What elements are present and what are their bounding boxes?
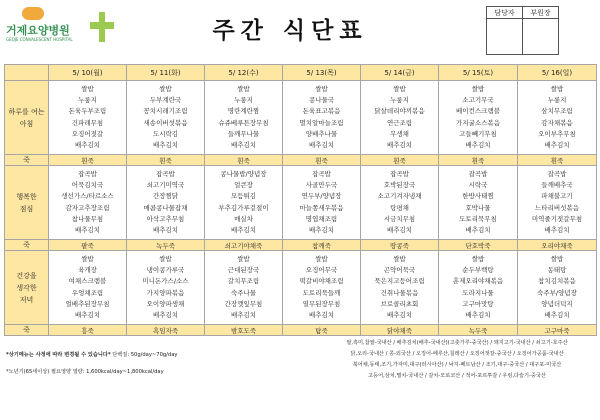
menu-item: 얼배추된장무침 (65, 299, 110, 308)
menu-cell (439, 81, 518, 155)
menu-cell (205, 166, 283, 240)
menu-item: 배추김치 (74, 310, 101, 319)
menu-item: 순두부백탕 (462, 266, 494, 275)
menu-item: 쌀밥 (159, 85, 172, 94)
menu-item: 배추김치 (230, 310, 257, 319)
menu-cell (361, 166, 439, 240)
menu-item: 쌀밥 (81, 85, 94, 94)
porridge-label: 죽 (5, 240, 49, 251)
menu-item: 배추김치 (152, 225, 179, 234)
menu-item: 소고기무국 (462, 96, 494, 105)
porridge-cell: 흰죽 (49, 155, 127, 166)
meal-label-line: 행복한 (16, 192, 37, 201)
menu-item: 쌀밥 (315, 85, 328, 94)
menu-item: 쌀밥 (550, 255, 564, 264)
day-header: 5/ 12(수) (205, 65, 283, 81)
change-notice-emphasis: *상기메뉴는 사정에 따라 변경될 수 있습니다* (6, 352, 111, 358)
porridge-row (5, 155, 597, 166)
porridge-row (5, 240, 597, 251)
menu-item: 연두부/양념장 (301, 192, 342, 201)
menu-item: 느타리버섯볶음 (535, 203, 579, 212)
origin-line: 북어채,동태,조기,가자미,대구(러시아산) / 낙지-베트남산 / 조기,대구-중국산 / 대구포-미국산 (352, 362, 562, 368)
menu-item: 닭살데리야끼볶음 (374, 107, 425, 116)
menu-cell (361, 251, 439, 325)
logo-badge-icon (22, 7, 44, 20)
hospital-logo (4, 6, 124, 56)
menu-item: 참나물무침 (71, 214, 104, 223)
menu-item: 쌀밥 (159, 255, 172, 264)
menu-item: 잡곡밥 (390, 170, 409, 179)
menu-cell (205, 81, 283, 155)
menu-item: 배추김치 (386, 310, 413, 319)
menu-cell (283, 251, 361, 325)
menu-item: 호박된장국 (383, 181, 416, 190)
origin-line: 쌀,흑미,찹쌀-국내산 / 배추김치(배추-국내산)(고춧가루-중국산) / 돼지고기-국내산 / 쇠고기-호주산 (346, 340, 568, 346)
menu-item: 훈제오리야채볶음 (452, 277, 504, 286)
menu-item: 오징어무국 (305, 266, 338, 275)
menu-item: 냉이콩가루국 (146, 266, 185, 275)
menu-item: 도시락김 (152, 129, 179, 138)
menu-cell (439, 251, 518, 325)
meal-label (5, 251, 49, 325)
menu-item: 간장깻잎무침 (224, 299, 263, 308)
menu-item: 배추김치 (465, 310, 491, 319)
header-corner (5, 65, 49, 81)
menu-cell (439, 166, 518, 240)
menu-item: 배추김치 (74, 225, 101, 234)
porridge-label: 죽 (5, 155, 49, 166)
menu-item: 양념더덕지 (541, 299, 573, 308)
meal-label (5, 166, 49, 240)
porridge-cell: 흰죽 (518, 155, 597, 166)
menu-item: 시락국 (468, 181, 488, 190)
porridge-cell: 오리야채죽 (518, 240, 597, 251)
menu-item: 배추김치 (74, 140, 101, 149)
day-header: 5/ 10(월) (49, 65, 127, 81)
menu-item: 들깨배추국 (541, 181, 573, 190)
porridge-cell: 흑임자죽 (127, 325, 205, 336)
change-notice (6, 352, 316, 359)
menu-item: 건취나물볶음 (380, 288, 419, 297)
menu-item: 누룽지 (78, 96, 97, 105)
menu-item: 호박나물 (465, 203, 491, 212)
page-title: 주간 식단표 (212, 18, 368, 44)
menu-item: 얼큰장 (234, 181, 253, 190)
menu-item: 새송이버섯볶음 (143, 118, 188, 127)
meal-label-line: 건강을 (16, 271, 37, 280)
menu-item: 참치김치볶음 (538, 277, 576, 286)
meal-label-line: 하루를 여는 (8, 107, 45, 116)
menu-item: 우엉채조림 (71, 288, 104, 297)
menu-item: 콩나물국 (308, 96, 335, 105)
menu-item: 쌀밥 (471, 255, 485, 264)
protein-note: 단백질: 50g/day~70g/day (110, 352, 178, 358)
menu-cell (49, 81, 127, 155)
menu-item: 오징어젓갈 (71, 129, 104, 138)
menu-item: 가지굴소스볶음 (456, 118, 500, 127)
approval-label-staff: 담당자 (487, 7, 523, 19)
menu-item: 생선가스/타르소스 (61, 192, 114, 201)
menu-item: 육개장 (78, 266, 97, 275)
origin-info (316, 338, 598, 382)
footer-notes (6, 352, 316, 376)
menu-item: 누룽지 (390, 96, 409, 105)
menu-cell (518, 81, 597, 155)
menu-item: 쌀밥 (550, 85, 564, 94)
menu-item: 쌀밥 (315, 255, 328, 264)
meal-row (5, 166, 597, 240)
porridge-cell: 흰죽 (205, 155, 283, 166)
menu-item: 배추김치 (308, 310, 335, 319)
menu-item: 배추김치 (152, 140, 179, 149)
menu-item: 가지양파볶음 (146, 288, 185, 297)
menu-item: 배추김치 (230, 140, 257, 149)
porridge-cell: 탐죽 (283, 325, 361, 336)
menu-item: 배추김치 (386, 140, 413, 149)
menu-item: 배추김치 (308, 225, 335, 234)
menu-cell (127, 166, 205, 240)
porridge-cell: 흰죽 (283, 155, 361, 166)
menu-item: 잡곡밥 (78, 170, 97, 179)
menu-item: 여채스크램블 (68, 277, 107, 286)
menu-item: 모듬튀김 (230, 192, 257, 201)
menu-item: 마늘쫑새우볶음 (299, 203, 344, 212)
porridge-cell: 참깨죽 (283, 240, 361, 251)
menu-item: 누룽지 (547, 96, 567, 105)
porridge-cell: 단호박죽 (439, 240, 518, 251)
menu-item: 곤약어묵국 (383, 266, 416, 275)
porridge-cell: 고구마죽 (518, 325, 597, 336)
menu-item: 누룽지 (234, 96, 253, 105)
day-header-row (5, 65, 597, 81)
menu-item: 두부계란국 (149, 96, 182, 105)
menu-cell (205, 251, 283, 325)
menu-item: 돈육표고볶음 (302, 107, 341, 116)
menu-item: 건파래무침 (71, 118, 104, 127)
menu-cell (127, 81, 205, 155)
menu-item: 고들빼기무침 (459, 129, 497, 138)
menu-item: 묵은지고등어조림 (374, 277, 425, 286)
day-header: 5/ 15(토) (439, 65, 518, 81)
menu-item: 쌀밥 (393, 255, 406, 264)
menu-item: 소고기겨자냉채 (377, 192, 422, 201)
menu-item: 아삭고추무침 (146, 214, 185, 223)
menu-item: 배추김치 (465, 140, 491, 149)
weekly-menu (4, 64, 596, 334)
approval-label-deputy: 부원장 (523, 7, 559, 19)
menu-item: 미니돈가스/소스 (142, 277, 189, 286)
porridge-cell: 흰죽 (361, 155, 439, 166)
menu-item: 쌀밥 (237, 255, 250, 264)
menu-item: 배추김치 (230, 225, 257, 234)
menu-item: 매콤콩나물잡채 (143, 203, 188, 212)
menu-item: 파채불고기 (541, 192, 573, 201)
menu-cell (49, 166, 127, 240)
menu-item: 배추김치 (544, 140, 570, 149)
menu-item: 잡곡밥 (547, 170, 567, 179)
menu-item: 어묵김치국 (71, 181, 104, 190)
porridge-cell: 밤호도죽 (205, 325, 283, 336)
menu-item: 도토리묵들깨 (302, 288, 341, 297)
porridge-cell: 흰죽 (439, 155, 518, 166)
porridge-row (5, 325, 597, 336)
menu-item: 부추김가루겉절이 (218, 203, 269, 212)
menu-item: 콩나물밥/양념장 (220, 170, 267, 179)
porridge-label: 죽 (5, 325, 49, 336)
porridge-cell: 쇠고기야채죽 (205, 240, 283, 251)
porridge-cell: 땅콩죽 (361, 240, 439, 251)
menu-item: 슈쥬베루튼장무침 (218, 118, 269, 127)
menu-item: 들깨무나물 (227, 129, 260, 138)
day-header: 5/ 13(목) (283, 65, 361, 81)
menu-cell (518, 251, 597, 325)
menu-item: 근대된장국 (227, 266, 260, 275)
approval-sign-deputy[interactable] (523, 19, 559, 55)
porridge-cell: 팥죽 (49, 240, 127, 251)
menu-item: 탕평채 (390, 203, 409, 212)
menu-item: 숙주부/양념장 (537, 288, 577, 297)
meal-label-line: 아침 (19, 119, 34, 128)
meal-row (5, 81, 597, 155)
menu-item: 오이부추무침 (538, 129, 576, 138)
menu-item: 양배추나물 (305, 129, 338, 138)
menu-item: 돈육두부조림 (68, 107, 107, 116)
menu-item: 미역줄기젓갈무침 (531, 214, 583, 223)
menu-item: 숙주나물 (230, 288, 257, 297)
menu-cell (283, 166, 361, 240)
menu-item: 고구마맛탕 (462, 299, 494, 308)
menu-item: 배추김치 (544, 225, 570, 234)
menu-cell (49, 251, 127, 325)
menu-item: 동태탕 (547, 266, 567, 275)
menu-item: 멸치알마늘조림 (299, 118, 344, 127)
menu-item: 배추김치 (544, 310, 570, 319)
porridge-cell: 녹두죽 (127, 240, 205, 251)
approval-box (486, 6, 559, 55)
menu-item: 떡갈비야채조림 (299, 277, 344, 286)
calorie-note: *노년기(65세이상) 필요영양 열량: 1,600kcal/day~1,800kcal/day (6, 369, 164, 375)
menu-item: 열무된장무침 (302, 299, 341, 308)
menu-item: 감자채볶음 (541, 118, 573, 127)
menu-cell (283, 81, 361, 155)
day-header: 5/ 14(금) (361, 65, 439, 81)
menu-item: 브로콜리초회 (380, 299, 419, 308)
day-header: 5/ 16(일) (518, 65, 597, 81)
meal-label-line: 생각한 (16, 283, 37, 292)
menu-item: 잡곡밥 (312, 170, 331, 179)
logo-subtitle: GEOJE CONVALESCENT HOSPITAL (6, 37, 73, 42)
medical-cross-icon (94, 12, 110, 42)
menu-item: 삼치무조림 (541, 107, 573, 116)
porridge-cell: 흥죽 (49, 325, 127, 336)
menu-item: 배추김치 (386, 225, 413, 234)
menu-item: 무생채 (390, 129, 409, 138)
menu-item: 도라지나물 (462, 288, 494, 297)
menu-item: 배추김치 (152, 310, 179, 319)
approval-sign-staff[interactable] (487, 19, 523, 55)
menu-item: 잡곡밥 (156, 170, 175, 179)
menu-item: 오이양파생채 (146, 299, 185, 308)
menu-item: 꽁치시래기조림 (143, 107, 188, 116)
porridge-cell: 흰죽 (127, 155, 205, 166)
logo-name: 거제요양병원 (6, 24, 70, 37)
menu-item: 배추김치 (465, 225, 491, 234)
meal-label (5, 81, 49, 155)
page-header (0, 0, 600, 58)
menu-item: 배추김치 (308, 140, 335, 149)
menu-item: 매실차 (234, 214, 253, 223)
menu-item: 쌀밥 (471, 85, 485, 94)
menu-item: 쌀밥 (81, 255, 94, 264)
menu-item: 쇠고기미역국 (146, 181, 185, 190)
menu-item: 연근조림 (386, 118, 413, 127)
origin-line: 고등어,삼치,멸치-국내산 / 갈치-모로코산 / 적어-포르투갈 / 우렁,다슬기-중국산 (368, 373, 546, 379)
menu-cell (127, 251, 205, 325)
day-header: 5/ 11(화) (127, 65, 205, 81)
menu-item: 베이컨스크램블 (456, 107, 500, 116)
meal-row (5, 251, 597, 325)
meal-label-line: 저녁 (19, 295, 34, 304)
origin-line: 닭,오리-국내산 / 콩-외국산 / 오징어-페루산,칠레산 / 오징어젓갈-중국산 / 오징어가공품-국내산 (350, 351, 564, 357)
menu-cell (361, 81, 439, 155)
porridge-cell: 닭야채죽 (361, 325, 439, 336)
menu-table (4, 64, 597, 336)
menu-cell (518, 166, 597, 240)
menu-item: 잡곡밥 (468, 170, 488, 179)
menu-item: 갈치무조림 (227, 277, 260, 286)
menu-item: 도토리묵무침 (459, 214, 497, 223)
menu-item: 명엽채조림 (305, 214, 338, 223)
meal-label-line: 점심 (19, 204, 34, 213)
menu-item: 사골만두국 (305, 181, 338, 190)
menu-item: 한방사태찜 (462, 192, 494, 201)
menu-item: 간장찜닭 (152, 192, 179, 201)
menu-item: 쌀밥 (237, 85, 250, 94)
menu-item: 시금치무침 (383, 214, 416, 223)
porridge-cell: 녹두죽 (439, 325, 518, 336)
menu-item: 감자고추장조림 (65, 203, 110, 212)
menu-item: 명란계란찜 (227, 107, 260, 116)
menu-item: 쌀밥 (393, 85, 406, 94)
